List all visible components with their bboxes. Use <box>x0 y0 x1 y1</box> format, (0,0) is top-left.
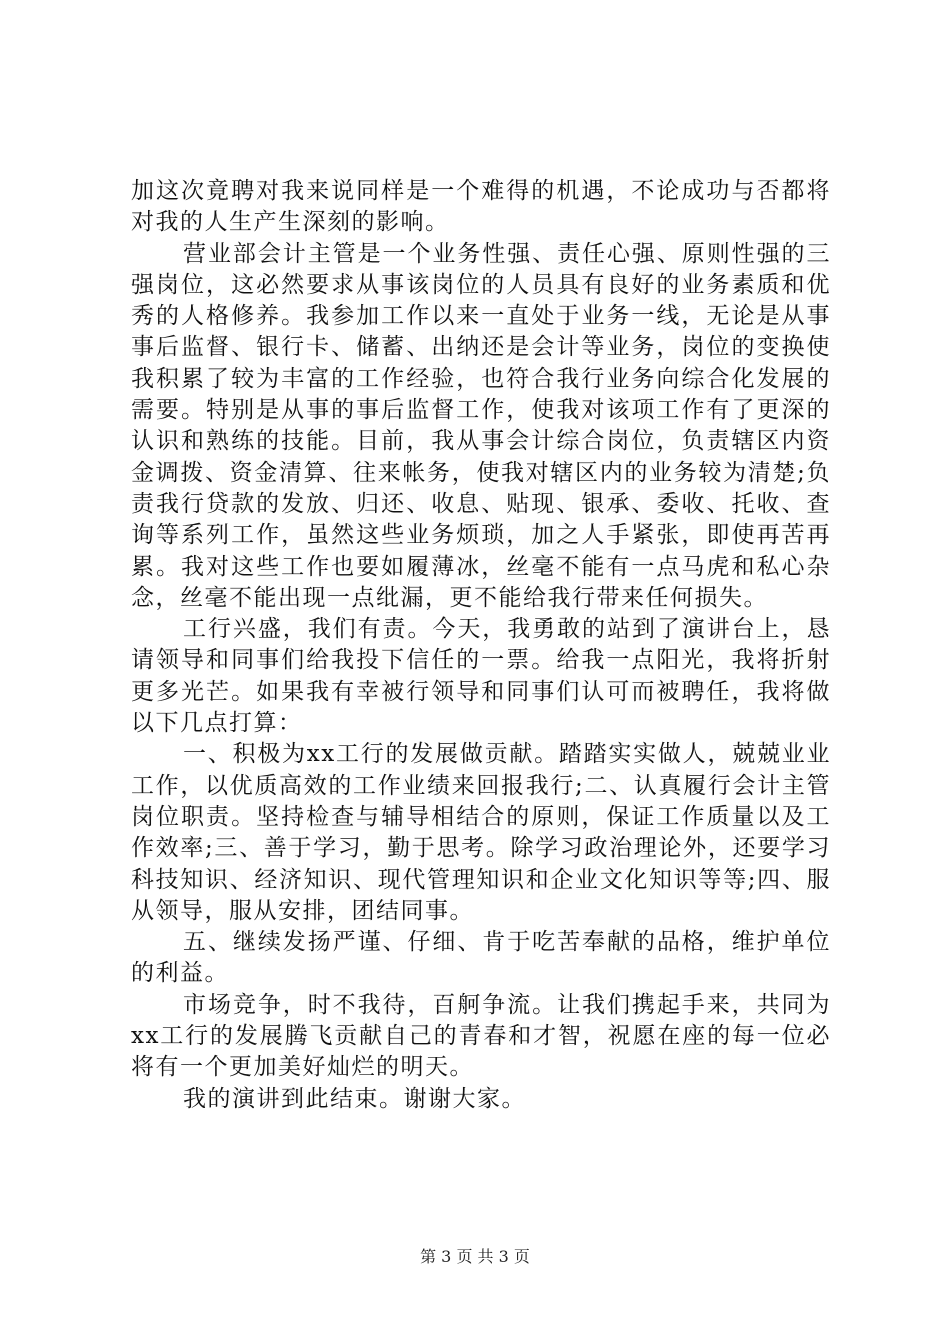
paragraph-5: 五、继续发扬严谨、仔细、肯于吃苦奉献的品格，维护单位的利益。 <box>131 929 831 987</box>
document-body <box>131 176 831 1115</box>
paragraph-7: 我的演讲到此结束。谢谢大家。 <box>183 1085 526 1112</box>
paragraph-4: 一、积极为xx工行的发展做贡献。踏踏实实做人，兢兢业业工作，以优质高效的工作业绩来回报我行;二、认真履行会计主管岗位职责。坚持检查与辅导相结合的原则，保证工作质量以及工作效率;三、善于学习，勤于思考。除学习政治理论外，还要学习科技知识、经济知识、现代管理知识和企业文化知识等等;四、服从领导，服从安排，团结同事。 <box>131 741 831 924</box>
paragraph-3: 工行兴盛，我们有责。今天，我勇敢的站到了演讲台上，恳请领导和同事们给我投下信任的一票。给我一点阳光，我将折射更多光芒。如果我有幸被行领导和同事们认可而被聘任，我将做以下几点打算： <box>131 616 831 737</box>
page-number-footer: 第 3 页 共 3 页 <box>420 1247 530 1266</box>
paragraph-2: 营业部会计主管是一个业务性强、责任心强、原则性强的三强岗位，这必然要求从事该岗位的人员具有良好的业务素质和优秀的人格修养。我参加工作以来一直处于业务一线，无论是从事事后监督、银行卡、储蓄、出纳还是会计等业务，岗位的变换使我积累了较为丰富的工作经验，也符合我行业务向综合化发展的需要。特别是从事的事后监督工作，使我对该项工作有了更深的认识和熟练的技能。目前，我从事会计综合岗位，负责辖区内资金调拨、资金清算、往来帐务，使我对辖区内的业务较为清楚;负责我行贷款的发放、归还、收息、贴现、银承、委收、托收、查询等系列工作，虽然这些业务烦琐，加之人手紧张，即使再苦再累。我对这些工作也要如履薄冰，丝毫不能有一点马虎和私心杂念，丝毫不能出现一点纰漏，更不能给我行带来任何损失。 <box>131 240 831 611</box>
paragraph-6: 市场竞争，时不我待，百舸争流。让我们携起手来，共同为xx工行的发展腾飞贡献自己的青春和才智，祝愿在座的每一位必将有一个更加美好灿烂的明天。 <box>131 991 831 1081</box>
paragraph-1: 加这次竟聘对我来说同样是一个难得的机遇，不论成功与否都将对我的人生产生深刻的影响。 <box>131 178 831 236</box>
